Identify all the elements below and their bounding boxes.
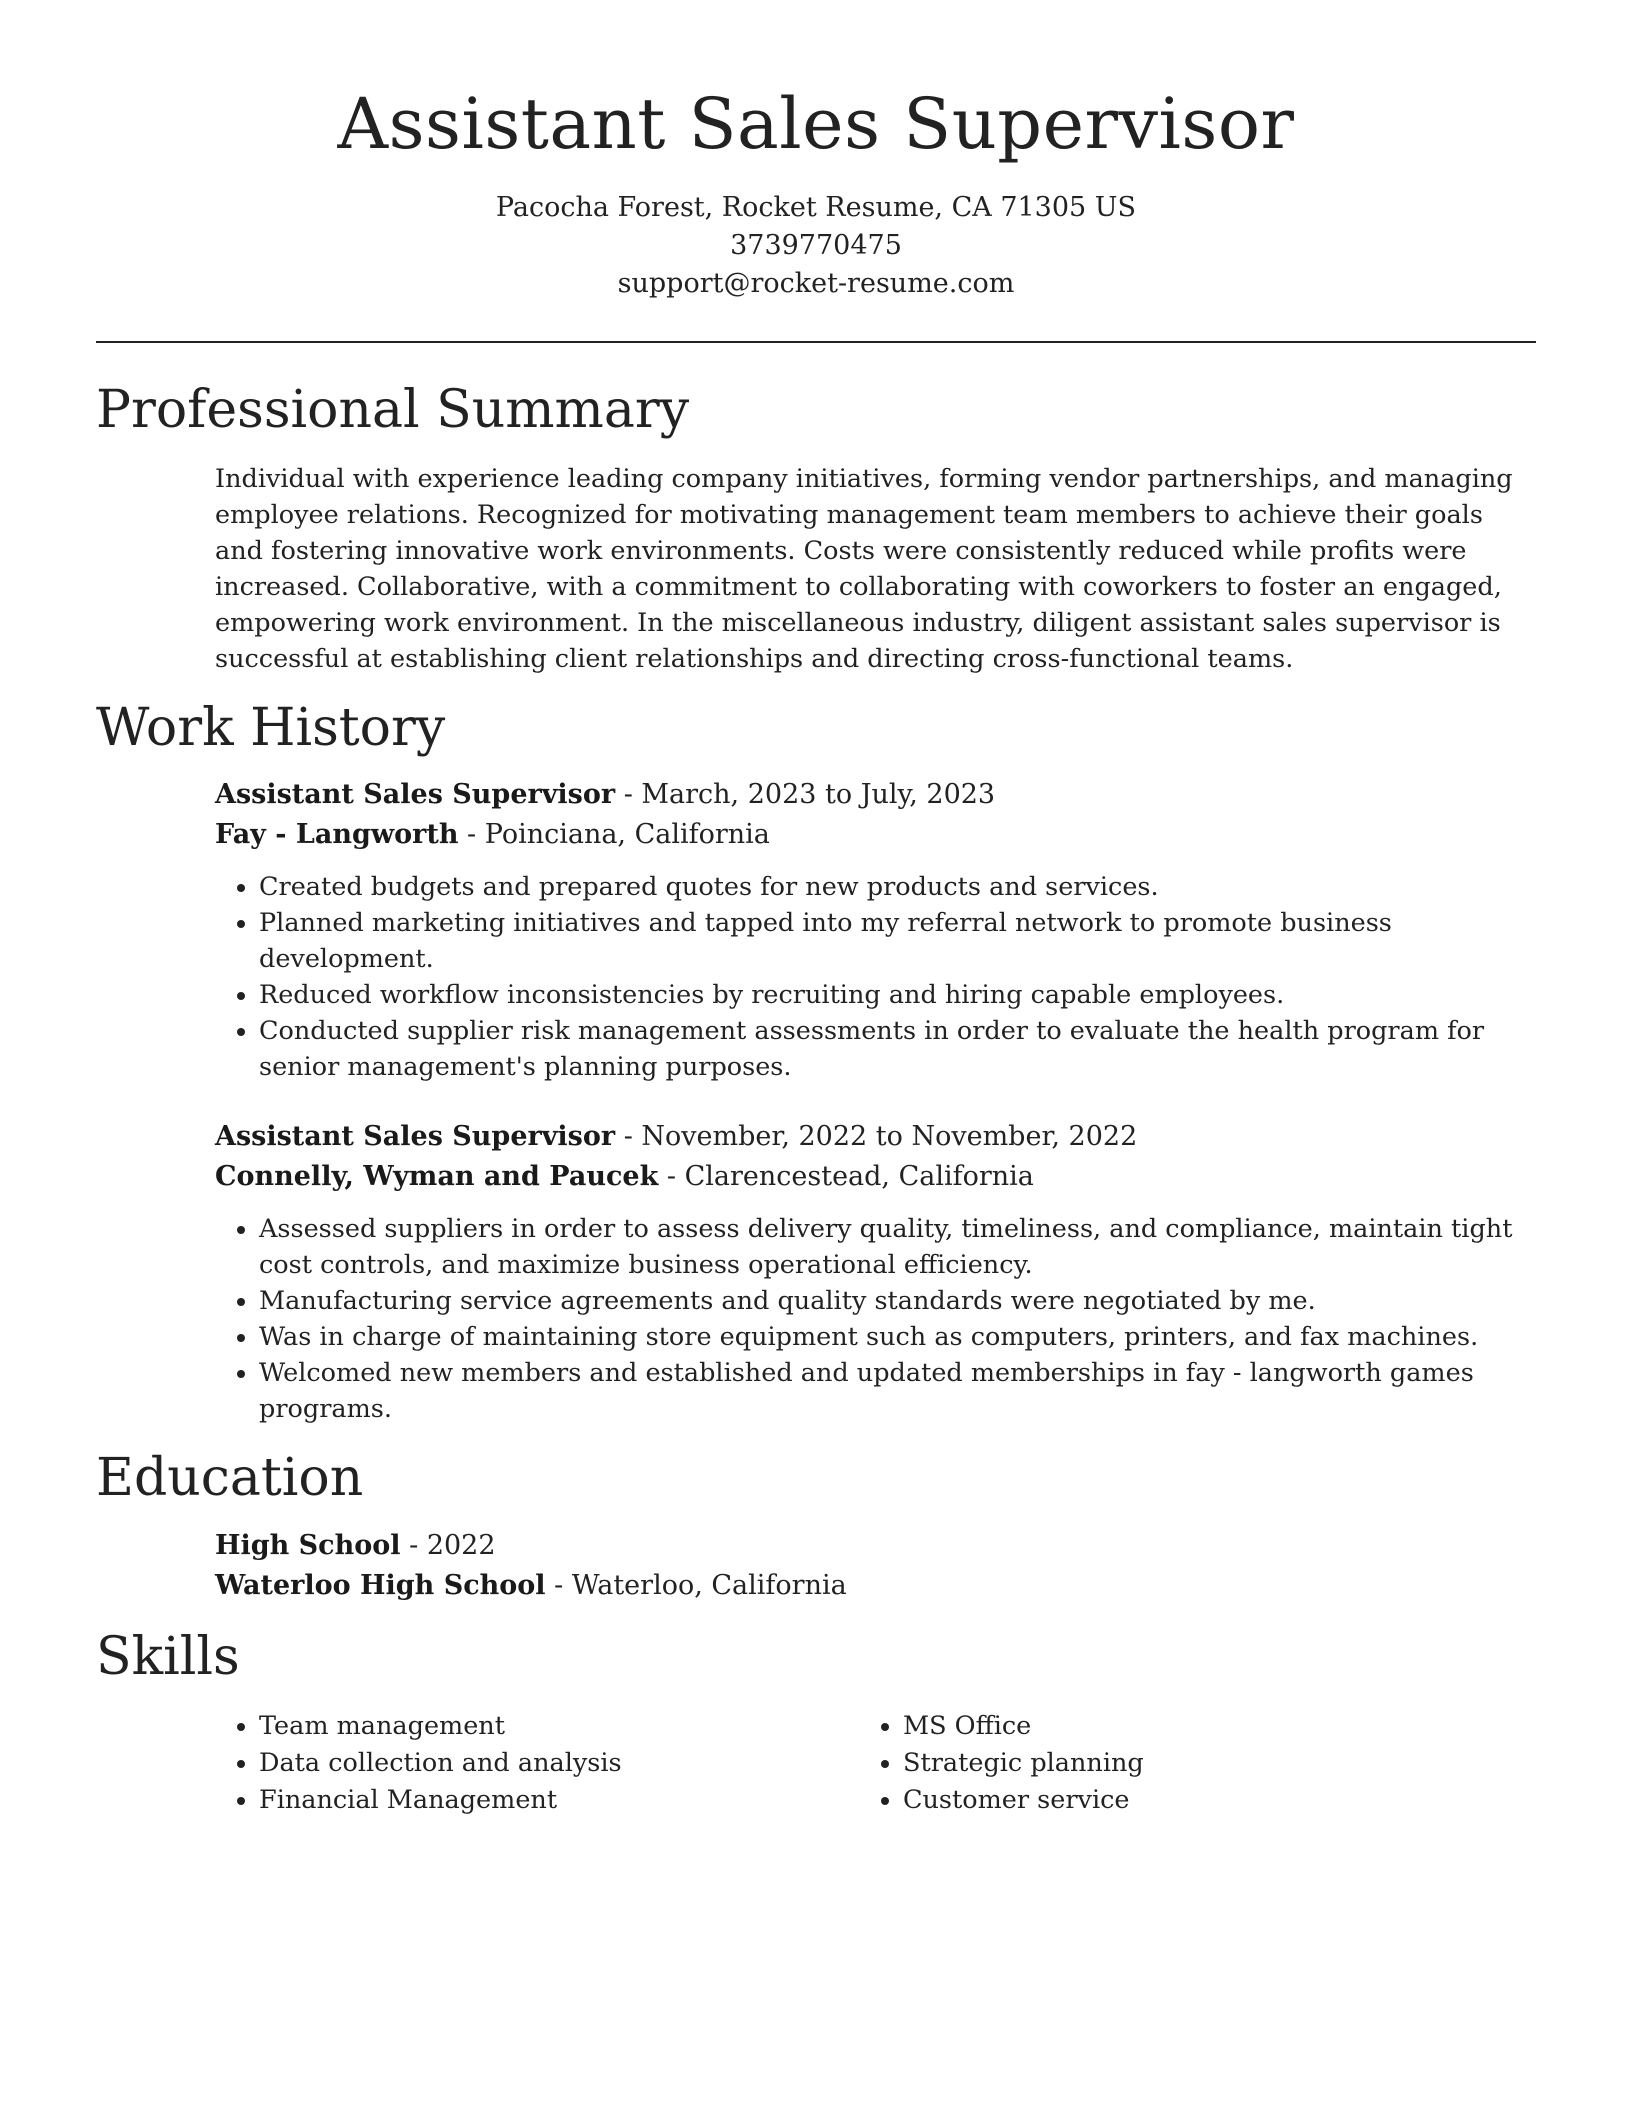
header-divider: [96, 341, 1536, 343]
summary-text: Individual with experience leading company initiatives, forming vendor partnerships, and managing employee relations. Recognized for motivating management team members to achieve their goals and fostering innovative work environments. Costs were consistently reduced while profits were increased. Collaborative, with a commitment to collaborating with coworkers to foster an engaged, empowering work environment. In the miscellaneous industry, diligent assistant sales supervisor is successful at establishing client relationships and directing cross-functional teams.: [215, 463, 1513, 674]
job-position: Assistant Sales Supervisor: [215, 1121, 616, 1153]
summary-section: [96, 379, 1536, 677]
work-history-title: Work History: [96, 697, 446, 758]
education-degree: High School: [215, 1529, 401, 1561]
skill-item: • Financial Management: [259, 1782, 859, 1819]
skills-title: Skills: [96, 1626, 240, 1687]
skills-right-column: [859, 1708, 1503, 1819]
job-location: - Clarencestead, California: [658, 1161, 1034, 1193]
job-bullet: • Reduced workflow inconsistencies by recruiting and hiring capable employees.: [259, 977, 1536, 1013]
job-company-line: [215, 815, 1536, 855]
contact-email: support@rocket-resume.com: [617, 267, 1015, 299]
work-history-section: [96, 697, 1536, 1427]
skills-columns: [215, 1708, 1536, 1819]
education-location: - Waterloo, California: [545, 1569, 847, 1601]
job-bullet: • Planned marketing initiatives and tapped into my referral network to promote business development.: [259, 905, 1536, 977]
education-school: Waterloo High School: [215, 1569, 546, 1601]
skills-section: [96, 1626, 1536, 1819]
education-degree-line: [215, 1526, 1536, 1566]
job-dates: - November, 2022 to November, 2022: [615, 1121, 1138, 1153]
job-position: Assistant Sales Supervisor: [215, 779, 616, 811]
job-bullet: • Welcomed new members and established and updated memberships in fay - langworth games programs.: [259, 1355, 1536, 1427]
job-company-line: [215, 1157, 1536, 1197]
job-dates: - March, 2023 to July, 2023: [615, 779, 996, 811]
education-section: [96, 1447, 1536, 1605]
candidate-name: Assistant Sales Supervisor: [337, 83, 1295, 165]
job-bullets: [215, 869, 1536, 1085]
job-company: Fay - Langworth: [215, 819, 459, 851]
skills-left-column: [215, 1708, 859, 1819]
education-title: Education: [96, 1448, 364, 1509]
contact-address: Pacocha Forest, Rocket Resume, CA 71305 US: [495, 191, 1137, 223]
skill-item: • Team management: [259, 1708, 859, 1745]
skill-item: • Customer service: [903, 1782, 1503, 1819]
job-location: - Poinciana, California: [458, 819, 770, 851]
skill-item: • Data collection and analysis: [259, 1745, 859, 1782]
skill-item: • MS Office: [903, 1708, 1503, 1745]
job-bullet: • Was in charge of maintaining store equipment such as computers, printers, and fax machines.: [259, 1319, 1536, 1355]
job-bullet: • Conducted supplier risk management assessments in order to evaluate the health program for senior management's planning purposes.: [259, 1013, 1536, 1085]
resume-header: [96, 0, 1536, 303]
summary-title: Professional Summary: [96, 379, 690, 440]
job-title-line: [215, 1117, 1536, 1157]
job-bullet: • Manufacturing service agreements and quality standards were negotiated by me.: [259, 1283, 1536, 1319]
contact-info: [96, 189, 1536, 303]
job-bullet: • Assessed suppliers in order to assess delivery quality, timeliness, and compliance, maintain tight cost controls, and maximize business operational efficiency.: [259, 1211, 1536, 1283]
education-year: - 2022: [400, 1529, 496, 1561]
job-entry: [215, 775, 1536, 1085]
job-bullet: • Created budgets and prepared quotes for new products and services.: [259, 869, 1536, 905]
job-company: Connelly, Wyman and Paucek: [215, 1161, 659, 1193]
education-school-line: [215, 1566, 1536, 1606]
skill-item: • Strategic planning: [903, 1745, 1503, 1782]
contact-phone: 3739770475: [730, 229, 902, 261]
job-bullets: [215, 1211, 1536, 1427]
job-entry: [215, 1117, 1536, 1427]
job-title-line: [215, 775, 1536, 815]
